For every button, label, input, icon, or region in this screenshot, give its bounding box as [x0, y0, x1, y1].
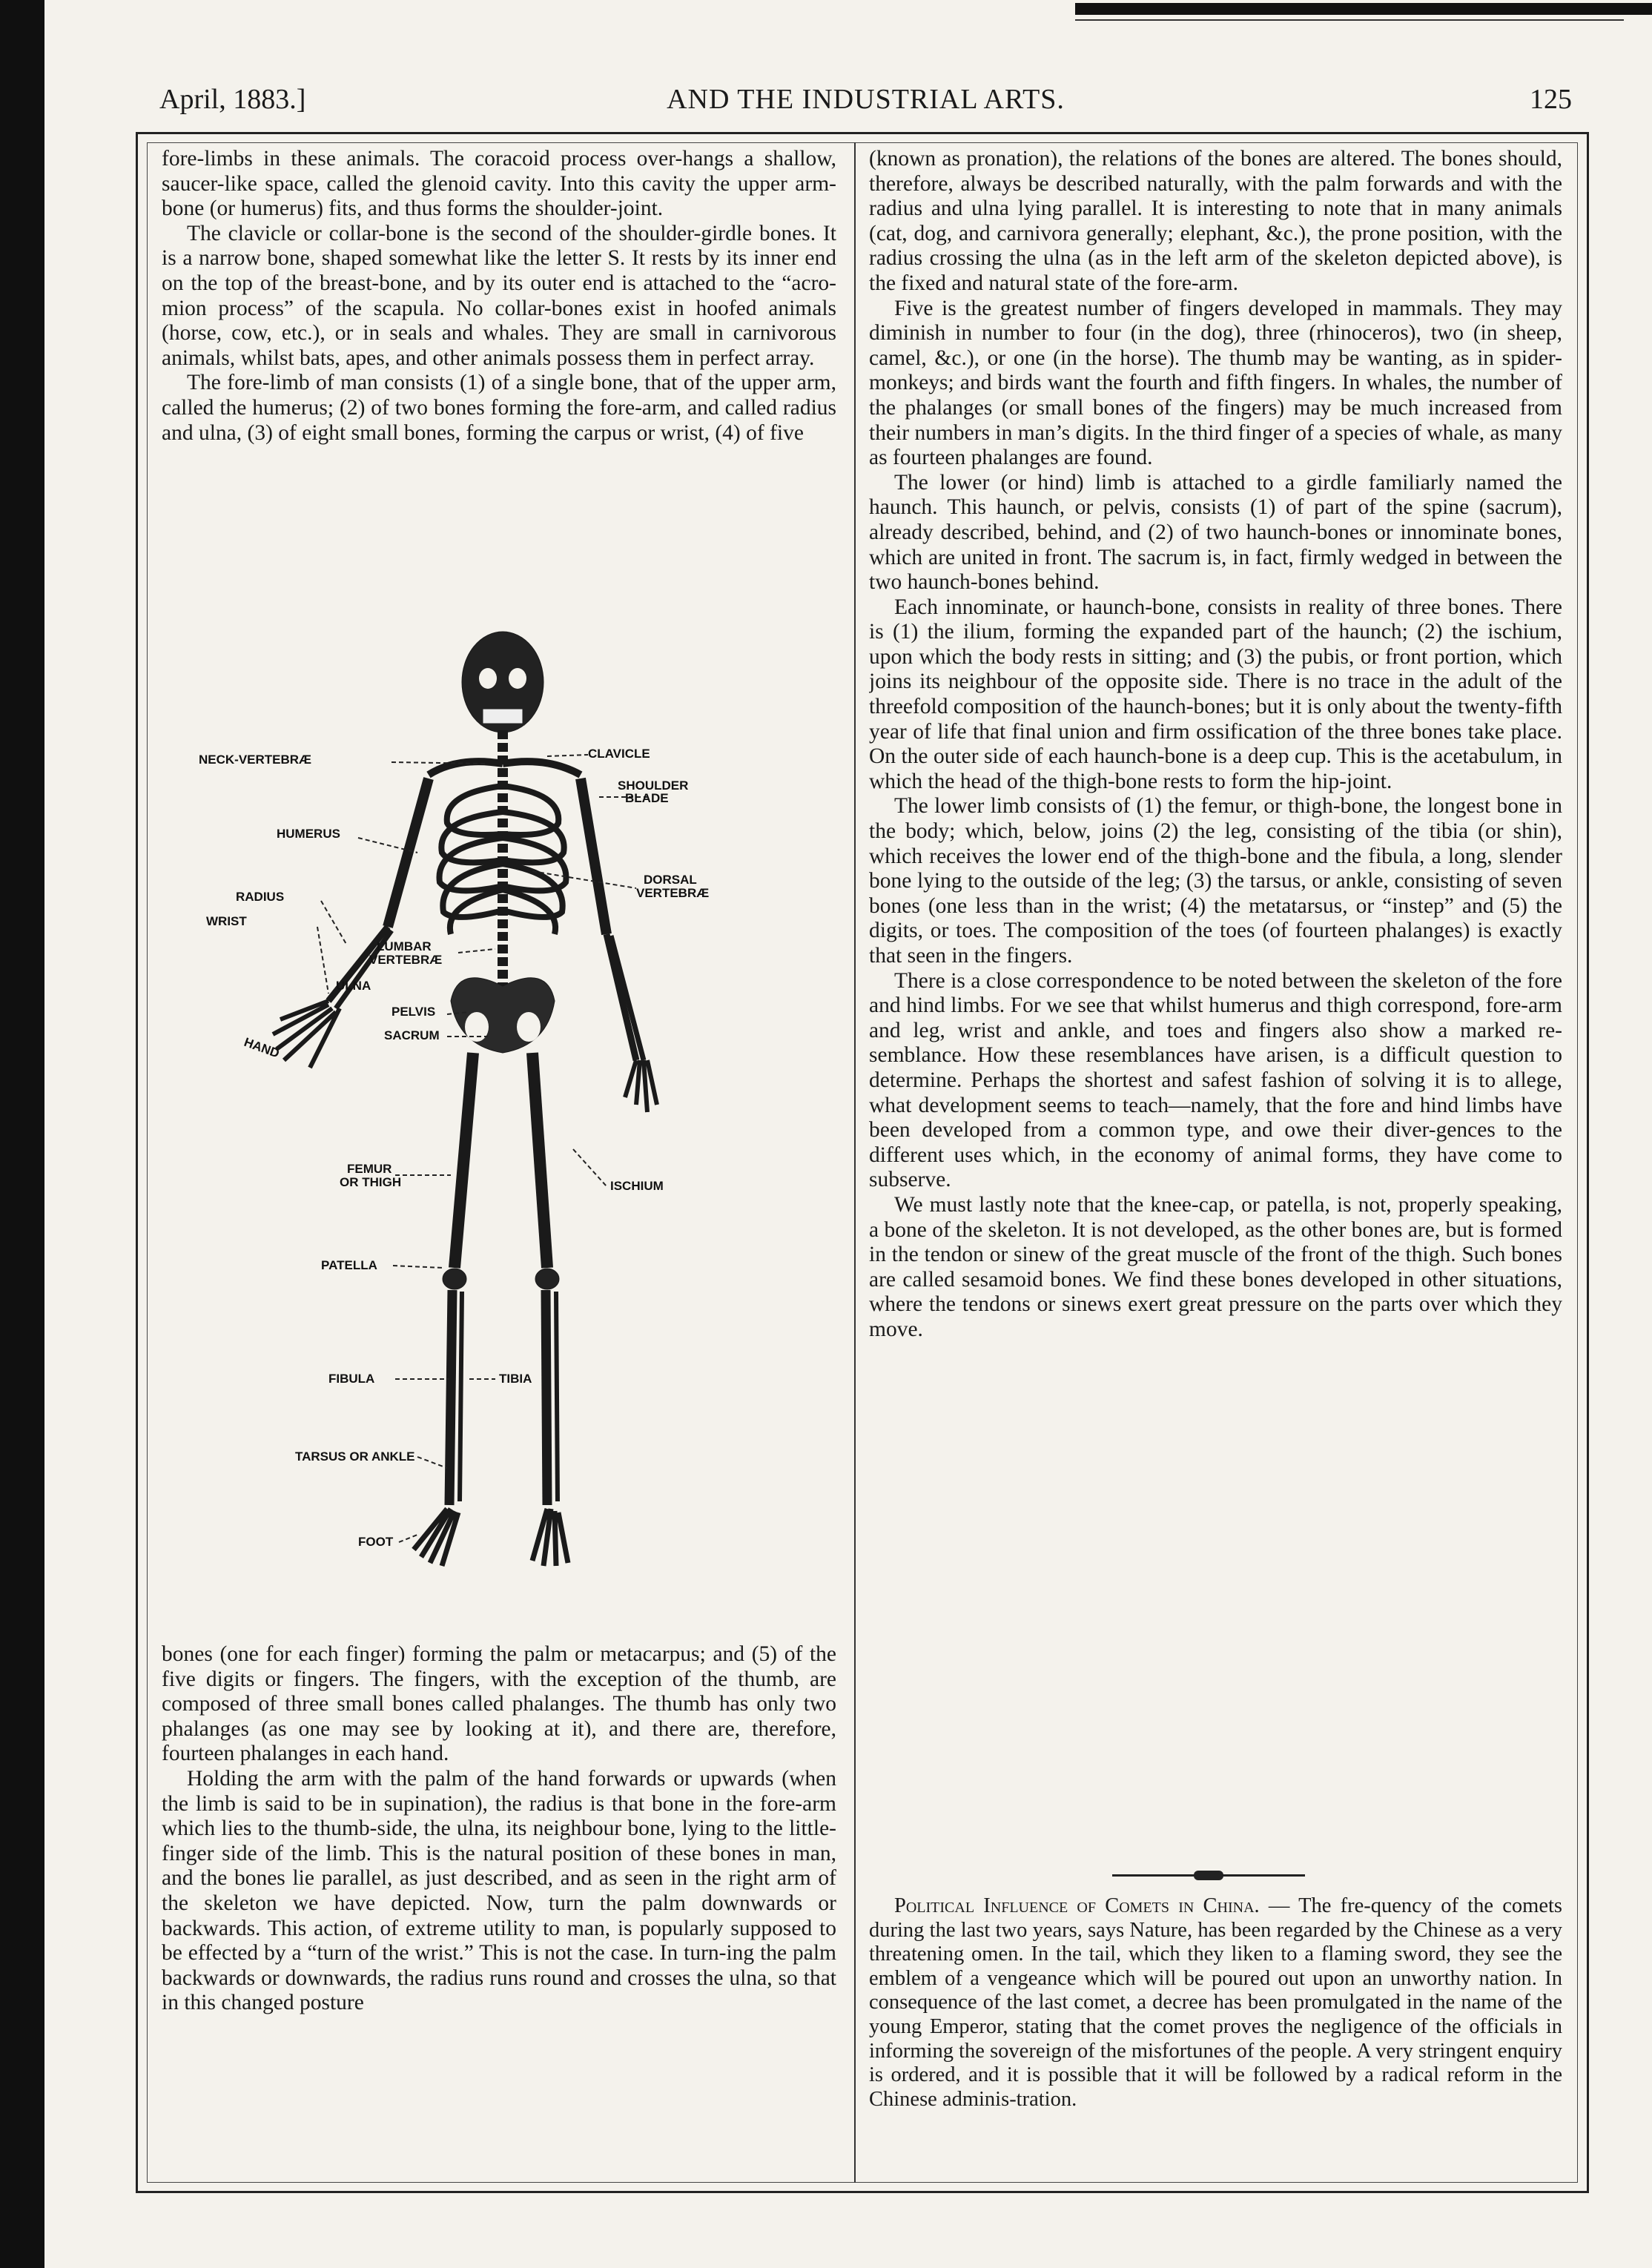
paragraph: Holding the arm with the palm of the hand forwards or upwards (when the limb is said to be in supination), the radius is that bone in the fore-arm which lies to the thumb-side, the ulna, its neighbour bone, lying to the little-finger side of the limb. This is the natural position of these bones in man, and the bones lie parallel, as just described, and as seen in the right arm of the skeleton we have depicted. Now, turn the palm downwards or backwards. This action, of extreme utility to man, is popularly supposed to be effected by a “turn of the wrist.” This is not the case. In turn-ing the palm backwards or downwards, the radius runs round and crosses the ulna, so that in this changed posture [162, 1766, 836, 2015]
skeleton-figure [162, 615, 836, 1631]
label-dorsal-1: DORSAL [644, 873, 697, 887]
binding-edge [0, 0, 44, 2268]
label-patella: PATELLA [321, 1258, 377, 1272]
note-paragraph [869, 1894, 1562, 2112]
label-shoulder-blade-2: BLADE [625, 791, 669, 805]
paragraph: The lower limb consists of (1) the femur, or thigh-bone, the longest bone in the body; which, below, joins (2) the leg, consisting of the tibia (or shin), which receives the lower end of the thigh-bone and the fibula, a long, slender bone lying to the outside of the leg; (3) the tarsus, or ankle, consisting of seven bones (one less than in the wrist; (4) the metatarsus, or “instep” and (5) the digits, or toes. The composition of the toes (of fourteen phalanges) is exactly that seen in the fingers. [869, 794, 1562, 968]
label-tibia: TIBIA [499, 1372, 532, 1386]
note-heading: Political Influence of Comets in China. [894, 1894, 1260, 1917]
label-fibula: FIBULA [328, 1372, 375, 1386]
running-header [159, 83, 1572, 122]
label-radius: RADIUS [236, 890, 285, 904]
label-femur-2: OR THIGH [340, 1175, 402, 1189]
label-clavicle: CLAVICLE [588, 747, 650, 761]
left-column-bottom [162, 1642, 836, 2176]
header-title: AND THE INDUSTRIAL ARTS. [667, 84, 1065, 115]
label-lumbar-1: LUMBAR [377, 939, 432, 953]
paragraph: fore-limbs in these animals. The coracoid process over-hangs a shallow, saucer-like space, called the glenoid cavity. Into this cavity the upper arm-bone (or humerus) fits, and thus forms the shoulder-joint. [162, 147, 836, 221]
label-pelvis: PELVIS [391, 1005, 436, 1019]
paragraph: The fore-limb of man consists (1) of a single bone, that of the upper arm, called the humerus; (2) of two bones forming the fore-arm, and called radius and ulna, (3) of eight small bones, forming the carpus or wrist, (4) of five [162, 371, 836, 445]
page-number: 125 [1530, 84, 1572, 115]
top-edge-bar [1075, 3, 1652, 15]
paragraph: There is a close correspondence to be noted between the skeleton of the fore and hind limbs. For we see that whilst humerus and thigh correspond, fore-arm and leg, wrist and ankle, and toes and fingers also show a marked re-semblance. How these resemblances have arisen, is a difficult question to determine. Perhaps the shortest and safest fashion of solving it is to allege, what development seems to teach—namely, that the fore and hind limbs have been developed from a common type, and owe their diver-gences to the different uses which, in the economy of animal forms, they have come to subserve. [869, 968, 1562, 1192]
header-date: April, 1883.] [159, 84, 306, 115]
label-ulna: ULNA [336, 979, 371, 993]
skeleton-illustration [273, 632, 657, 1566]
paragraph: The clavicle or collar-bone is the second of the shoulder-girdle bones. It is a narrow bone, shaped somewhat like the letter S. It rests by its inner end on the top of the breast-bone, and by its outer end is attached to the “acro-mion process” of the scapula. No collar-bones exist in hoofed animals (horse, cow, etc.), or in seals and whales. They are small in carnivorous animals, whilst bats, apes, and other animals possess them in perfect array. [162, 221, 836, 370]
label-shoulder-blade-1: SHOULDER [618, 778, 689, 793]
note-body: — The fre-quency of the comets during the last two years, says Nature, has been regarded by the Chinese as a very threatening omen. In the tail, which they liken to a flaming sword, they see the emblem of a vengeance which will be poured out upon an unworthy nation. In consequence of the last comet, a decree has been promulgated in the name of the young Emperor, stating that the comet proves the negligence of the officials in informing the sovereign of the misfortunes of the people. A very stringent enquiry is ordered, and it is possible that it will be followed by a radical reform in the Chinese adminis-tration. [869, 1894, 1562, 2111]
label-foot: FOOT [358, 1535, 394, 1549]
top-edge-line [1075, 19, 1624, 21]
section-separator [1112, 1874, 1305, 1877]
note-comets-china [869, 1894, 1562, 2183]
paragraph: Each innominate, or haunch-bone, consists in reality of three bones. There is (1) the ilium, forming the expanded part of the haunch; (2) the ischium, upon which the body rests in sitting; and (3) the pubis, or front portion, which joins its neighbour of the opposite side. There is no trace in the adult of the threefold composition of the haunch-bones; but it is only about the twenty-fifth year of life that final union and firm ossification of the three bones take place. On the outer side of each haunch-bone is a deep cup. This is the acetabulum, in which the head of the thigh-bone rests to form the hip-joint. [869, 595, 1562, 793]
paragraph: The lower (or hind) limb is attached to a girdle familiarly named the haunch. This haunch, or pelvis, consists (1) of part of the spine (sacrum), already described, behind, and (2) of two haunch-bones or innominate bones, which are united in front. The sacrum is, in fact, firmly wedged in between the two haunch-bones behind. [869, 470, 1562, 595]
label-humerus: HUMERUS [277, 827, 340, 841]
paragraph: Five is the greatest number of fingers developed in mammals. They may diminish in number to four (in the dog), three (rhinoceros), two (in sheep, camel, &c.), or one (in the horse). The thumb may be wanting, as in spider-monkeys; and birds want the fourth and fifth fingers. In whales, the number of the phalanges (or small bones of the fingers) may be much increased from their numbers in man’s digits. In the third finger of a species of whale, as many as fourteen phalanges are found. [869, 296, 1562, 470]
label-wrist: WRIST [206, 914, 247, 928]
label-sacrum: SACRUM [384, 1028, 440, 1042]
label-lumbar-2: VERTEBRÆ [369, 953, 443, 967]
label-tarsus: TARSUS OR ANKLE [295, 1449, 415, 1464]
right-column [869, 147, 1562, 1867]
label-neck-vertebrae: NECK-VERTEBRÆ [199, 753, 312, 767]
label-ischium: ISCHIUM [610, 1179, 664, 1193]
label-femur-1: FEMUR [347, 1162, 392, 1176]
left-column-top [162, 147, 836, 606]
label-hand: HAND [242, 1034, 282, 1061]
label-dorsal-2: VERTEBRÆ [636, 886, 710, 900]
paragraph: We must lastly note that the knee-cap, or patella, is not, properly speaking, a bone of the skeleton. It is not developed, as the other bones are, but is formed in the tendon or sinew of the great muscle of the front of the thigh. Such bones are called sesamoid bones. We find these bones developed in other situations, where the tendons or sinews exert great pressure on the parts over which they move. [869, 1192, 1562, 1341]
column-divider [854, 142, 856, 2183]
paragraph: (known as pronation), the relations of the bones are altered. The bones should, therefore, always be described naturally, with the palm forwards and with the radius and ulna lying parallel. It is interesting to note that in many animals (cat, dog, and carnivora generally; elephant, &c.), the prone position, with the radius crossing the ulna (as in the left arm of the skeleton depicted above), is the fixed and natural state of the fore-arm. [869, 147, 1562, 295]
paragraph: bones (one for each finger) forming the palm or metacarpus; and (5) of the five digits or fingers. The fingers, with the exception of the thumb, are composed of three small bones called phalanges. The thumb has only two phalanges (as one may see by looking at it), and there are, therefore, fourteen phalanges in each hand. [162, 1642, 836, 1766]
